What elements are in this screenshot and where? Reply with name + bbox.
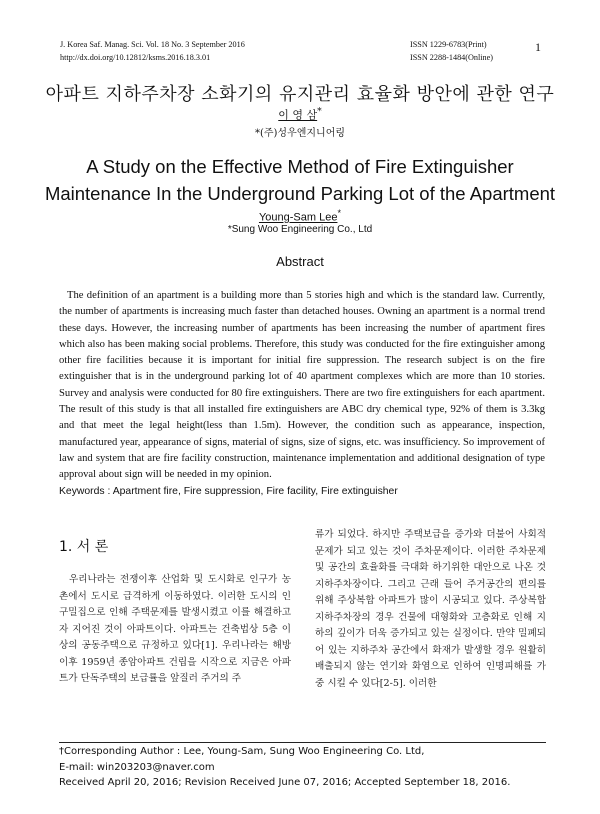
author-email[interactable]: E-mail: win203203@naver.com xyxy=(59,761,215,773)
page-number: 1 xyxy=(535,40,541,54)
author-korean-name: 이 영 삼 xyxy=(278,108,318,122)
journal-citation: J. Korea Saf. Manag. Sci. Vol. 18 No. 3 September 2016 xyxy=(60,40,245,49)
abstract-text: The definition of an apartment is a building more than 5 stories high and which is the standard law. Currently, the number of apartments is increasing much faster than detached houses. Owning an apartment is a normal trend these days. However, the increasing number of apartments has been increasing the number of apartment fires which also has been making social problems. Therefore, this study was conducted for the fire extinguisher among other fire facilities because it is important for initial fire suppression. The research subject is on the fire extinguisher that is in the underground parking lot of 40 apartment complexes which are more than 10 stories. Survey and analysis were conducted for 80 fire extinguishers. There are two fire extinguishers for each apartment. The result of this study is that all installed fire extinguishers are ABC dry chemical type, 92% of them is 3.3kg and that meet the legal height(less than 1.5m). However, the condition such as appearance, inspection, manufactured year, appearance of signs, material of signs, size of signs, etc. was insufficiency. So improvement of law and system that are fire facility construction, maintenance implementation and additional designation of type approval about sign will be needed in my opinion. xyxy=(59,290,545,481)
title-english: A Study on the Effective Method of Fire Extinguisher Maintenance In the Underground Parking Lot of the Apartment xyxy=(44,156,556,204)
received-dates: Received April 20, 2016; Revision Received June 07, 2016; Accepted September 18, 2016. xyxy=(59,777,511,788)
author-english xyxy=(0,208,600,224)
author-korean xyxy=(0,106,600,123)
title-korean: 아파트 지하주차장 소화기의 유지관리 효율화 방안에 관한 연구 xyxy=(45,84,555,105)
footnote-divider xyxy=(59,742,546,743)
issn-block xyxy=(410,38,493,64)
abstract-heading: Abstract xyxy=(276,254,324,269)
author-english-mark: * xyxy=(337,208,342,218)
journal-header xyxy=(60,38,245,64)
body-column-left: 우리나라는 전쟁이후 산업화 및 도시화로 인구가 농촌에서 도시로 급격하게 이동하였다. 이러한 도시의 인구밀집으로 인해 주택문제를 발생시켰고 이를 해결하고자 지어진 것이 아파트이다. 아파트는 건축법상 5층 이상의 공동주택으로 규정하고 있다[1]. 우리나라는 해방이후 1959년 종암아파트 건립을 시작으로 지금은 아파트가 단독주택의 보급률을 앞질러 주거의 주 xyxy=(59,574,291,684)
author-english-name: Young-Sam Lee xyxy=(258,211,338,224)
corresponding-author: †Corresponding Author : Lee, Young-Sam, Sung Woo Engineering Co. Ltd, xyxy=(59,746,425,757)
section-heading: 1. 서 론 xyxy=(59,539,109,555)
keywords: Keywords : Apartment fire, Fire suppression, Fire facility, Fire extinguisher xyxy=(59,486,398,497)
issn-print: ISSN 1229-6783(Print) xyxy=(410,40,487,49)
footnote xyxy=(59,744,569,791)
doi-link[interactable]: http://dx.doi.org/10.12812/ksms.2016.18.3.01 xyxy=(60,53,211,62)
body-column-right: 류가 되었다. 하지만 주택보급을 증가와 더불어 사회적 문제가 되고 있는 것이 주차문제이다. 이러한 주차문제 및 공간의 효율화를 극대화 하기위한 대안으로 나온 것 지하주차장이다. 그리고 근래 들어 주거공간의 편의를 위해 주상복합 아파트가 많이 시공되고 있다. 주상복합 지하주차장의 경우 건물에 대형화와 고층화로 인해 지하의 깊이가 더욱 증가되고 있는 실정이다. 만약 밀폐되어 있는 지하주차 공간에서 화재가 발생할 경우 원활히 배출되지 않는 연기와 화염으로 인하여 인명피해를 가중 시킬 수 있다[2-5]. 이러한 xyxy=(315,529,546,689)
issn-online: ISSN 2288-1484(Online) xyxy=(410,53,494,62)
author-korean-mark: * xyxy=(317,106,322,117)
affiliation-korean: *(주)성우엔지니어링 xyxy=(254,128,346,139)
affiliation-english: *Sung Woo Engineering Co., Ltd xyxy=(227,224,373,235)
